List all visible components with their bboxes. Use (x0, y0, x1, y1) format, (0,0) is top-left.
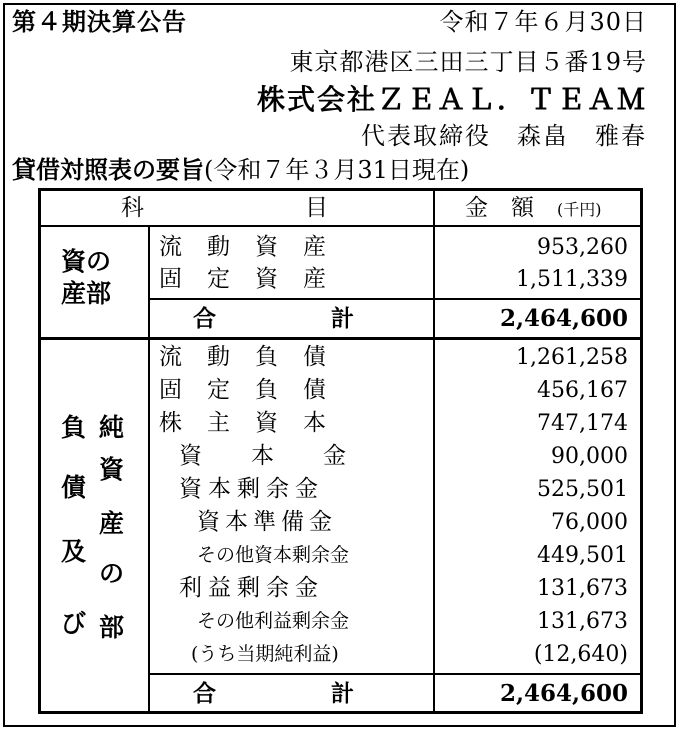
liab-row-label: (うち当期純利益) (191, 643, 339, 665)
assets-total-divider (148, 298, 641, 300)
balance-sheet-period: (令和７年３月31日現在) (204, 156, 470, 184)
liab-section-char: 部 (99, 613, 125, 642)
notice-title: 第４期決算公告 (12, 7, 187, 36)
liab-row-label: 固 定 負 債 (159, 377, 327, 403)
liab-row-label: 資本準備金 (197, 509, 337, 535)
section-divider (41, 337, 641, 340)
liab-row-label: その他資本剰余金 (197, 544, 350, 566)
header-divider (41, 225, 641, 227)
asset-row-value: 953,260 (537, 235, 628, 260)
assets-section-label-top: 資の (61, 247, 112, 276)
balance-sheet-table (38, 188, 643, 714)
company-name: 株式会社ＺＥＡＬ．ＴＥＡＭ (256, 83, 647, 116)
liab-section-char: び (61, 609, 87, 638)
liab-section-char: 債 (61, 473, 87, 502)
liab-row-value: 131,673 (537, 576, 628, 601)
balance-sheet-title-main: 貸借対照表の要旨 (12, 155, 204, 184)
liab-section-char: 及 (61, 537, 87, 566)
asset-row-label: 流 動 資 産 (159, 234, 327, 260)
column-header-amount: 金 額 (465, 195, 534, 221)
liab-row-value: 90,000 (551, 444, 628, 469)
balance-sheet-title (12, 155, 470, 184)
assets-section-label-bottom: 産部 (61, 279, 112, 308)
liab-section-char: 負 (61, 413, 87, 442)
notice-date: 令和７年６月30日 (439, 8, 647, 36)
liab-section-char: 資 (99, 455, 125, 484)
liab-row-value: 1,261,258 (516, 345, 628, 370)
liab-row-label: 資本剰余金 (179, 476, 324, 502)
liab-row-value: 449,501 (537, 543, 628, 568)
liab-row-value: 456,167 (537, 378, 628, 403)
liabilities-total-label: 合 計 (193, 680, 354, 707)
section-column-divider (148, 226, 150, 711)
liab-section-char: 純 (99, 413, 125, 442)
liab-row-label: 流 動 負 債 (159, 344, 327, 370)
liab-row-value: (12,640) (533, 642, 628, 667)
column-divider (433, 191, 435, 711)
column-header-unit: (千円) (557, 200, 602, 219)
asset-row-value: 1,511,339 (516, 267, 628, 292)
column-header-item: 科 目 (121, 195, 328, 221)
liab-row-value: 747,174 (537, 411, 628, 436)
liab-section-char: 産 (99, 509, 125, 538)
liab-row-label: 株 主 資 本 (159, 410, 327, 436)
asset-row-label: 固 定 資 産 (159, 266, 327, 292)
liab-row-value: 525,501 (537, 477, 628, 502)
liab-row-label: 資 本 金 (179, 443, 347, 469)
liabilities-total-divider (148, 673, 641, 675)
liab-row-value: 131,673 (537, 609, 628, 634)
liab-row-label: 利益剰余金 (179, 575, 324, 601)
company-address: 東京都港区三田三丁目５番19号 (289, 48, 647, 76)
representative: 代表取締役 森畠 雅春 (361, 122, 647, 150)
liab-row-label: その他利益剰余金 (197, 610, 350, 632)
liab-section-char: の (99, 559, 125, 588)
assets-total-value: 2,464,600 (499, 305, 628, 332)
liab-row-value: 76,000 (551, 510, 628, 535)
liabilities-total-value: 2,464,600 (499, 680, 628, 707)
assets-total-label: 合 計 (193, 305, 354, 332)
